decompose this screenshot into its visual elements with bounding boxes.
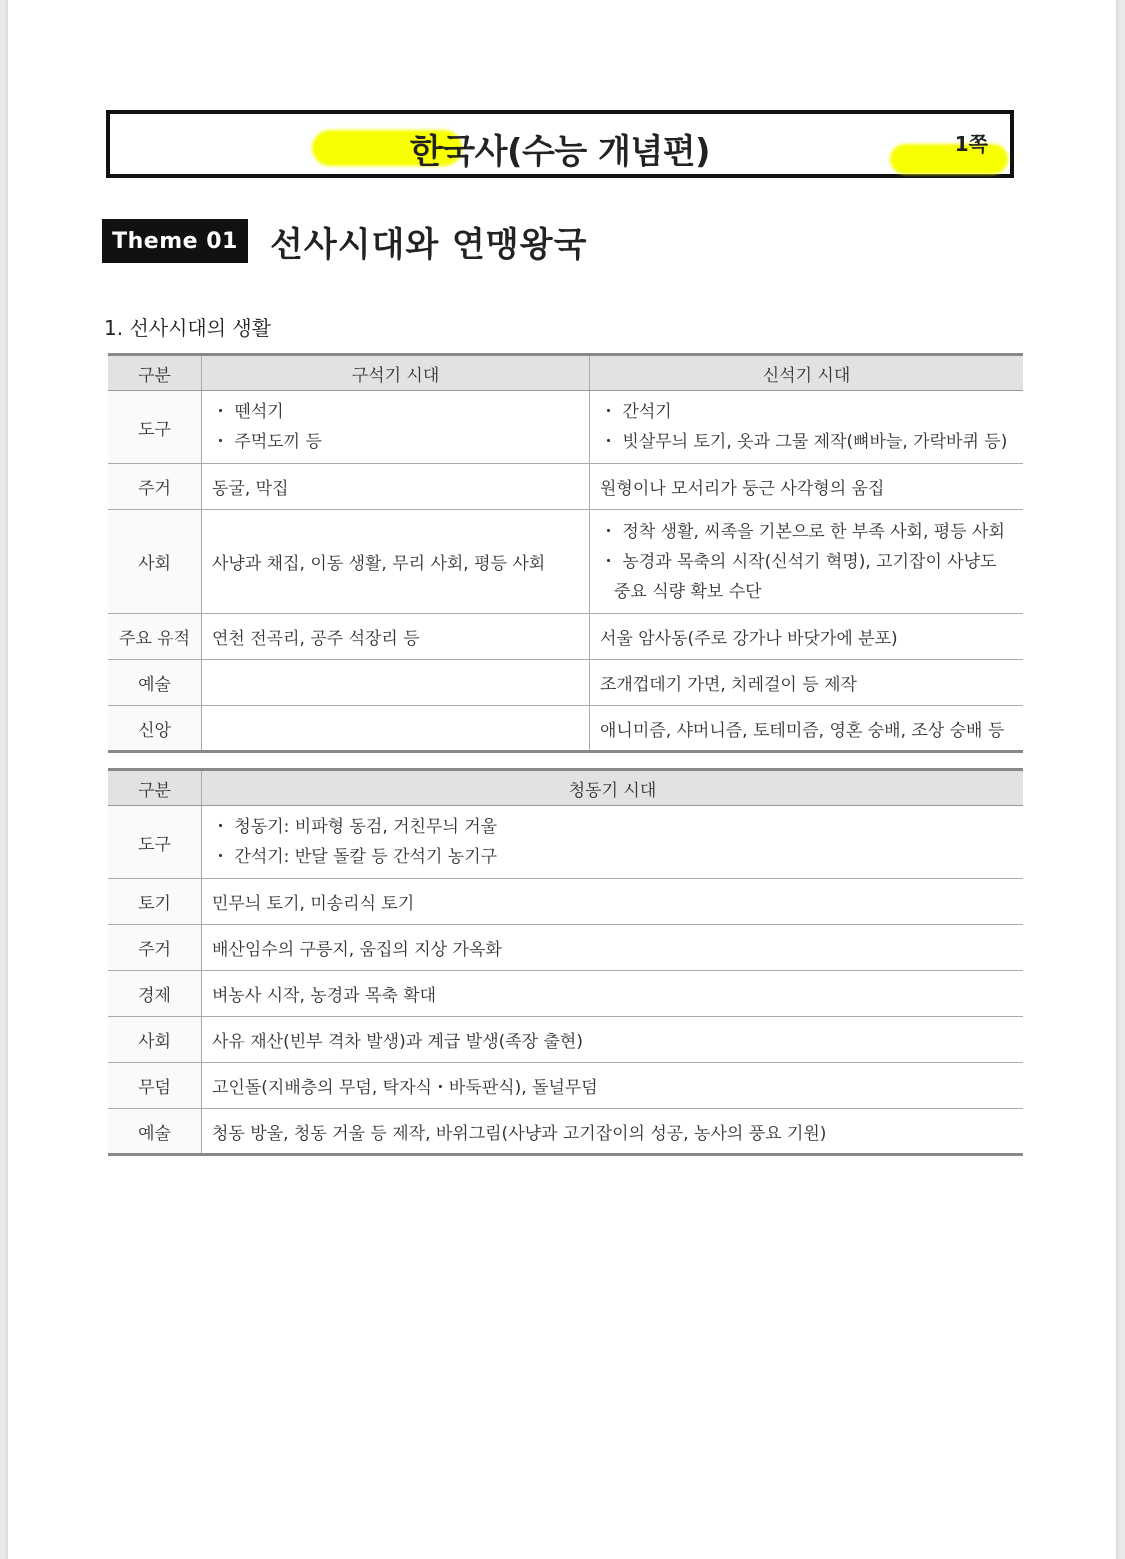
row-label: 사회 (108, 510, 202, 614)
row-label: 사회 (108, 1017, 202, 1063)
table-cell (202, 660, 590, 706)
row-label: 주거 (108, 464, 202, 510)
table-cell: 배산임수의 구릉지, 움집의 지상 가옥화 (202, 925, 1024, 971)
table-row (108, 879, 1023, 925)
table-cell: 연천 전곡리, 공주 석장리 등 (202, 614, 590, 660)
cell-line: ・ 농경과 목축의 시작(신석기 혁명), 고기잡이 사냥도 (600, 551, 997, 572)
row-label: 도구 (108, 391, 202, 464)
row-label: 주거 (108, 925, 202, 971)
table-cell (590, 391, 1024, 464)
table-row (108, 510, 1023, 614)
table-row (108, 614, 1023, 660)
row-label: 경제 (108, 971, 202, 1017)
table-row (108, 391, 1023, 464)
table-cell: 청동 방울, 청동 거울 등 제작, 바위그림(사냥과 고기잡이의 성공, 농사의 풍요 기원) (202, 1109, 1024, 1155)
table-cell: 벼농사 시작, 농경과 목축 확대 (202, 971, 1024, 1017)
column-header: 구분 (108, 355, 202, 391)
table-row (108, 1017, 1023, 1063)
table-header-row (108, 770, 1023, 806)
cell-line: ・ 간석기: 반달 돌칼 등 간석기 농기구 (212, 847, 498, 867)
table-row (108, 971, 1023, 1017)
table-row (108, 1063, 1023, 1109)
column-header: 구석기 시대 (202, 355, 590, 391)
theme-title: 선사시대와 연맹왕국 (270, 224, 588, 265)
column-header: 구분 (108, 770, 202, 806)
row-label: 예술 (108, 1109, 202, 1155)
cell-line: ・ 간석기 (600, 402, 672, 422)
table-row (108, 660, 1023, 706)
column-header: 청동기 시대 (202, 770, 1024, 806)
table-cell: 원형이나 모서리가 둥근 사각형의 움집 (590, 464, 1024, 510)
section-title: 1. 선사시대의 생활 (104, 316, 272, 340)
table-cell (202, 706, 590, 752)
page-number: 1쪽 (954, 132, 988, 156)
page-header (106, 110, 1014, 178)
cell-line: 중요 식량 확보 수단 (614, 581, 762, 602)
row-label: 토기 (108, 879, 202, 925)
bronze-age-table (108, 768, 1023, 1156)
table-row (108, 464, 1023, 510)
table-cell: 동굴, 막집 (202, 464, 590, 510)
table-row (108, 806, 1023, 879)
redaction-mark-right (890, 144, 1008, 174)
cell-line: ・ 청동기: 비파형 동검, 거친무늬 거울 (212, 817, 498, 837)
table-row (108, 706, 1023, 752)
document-page (8, 0, 1116, 1559)
table-row (108, 925, 1023, 971)
table-cell (202, 391, 590, 464)
cell-line: ・ 정착 생활, 씨족을 기본으로 한 부족 사회, 평등 사회 (600, 521, 1005, 542)
row-label: 신앙 (108, 706, 202, 752)
cell-line: ・ 주먹도끼 등 (212, 432, 322, 452)
table-header-row (108, 355, 1023, 391)
column-header: 신석기 시대 (590, 355, 1024, 391)
theme-heading (102, 217, 587, 265)
table-cell (590, 510, 1024, 614)
cell-line: ・ 빗살무늬 토기, 옷과 그물 제작(뼈바늘, 가락바퀴 등) (600, 432, 1008, 452)
table-cell: 고인돌(지배층의 무덤, 탁자식・바둑판식), 돌널무덤 (202, 1063, 1024, 1109)
cell-line: ・ 뗀석기 (212, 402, 284, 422)
row-label: 예술 (108, 660, 202, 706)
row-label: 주요 유적 (108, 614, 202, 660)
document-title: 한국사(수능 개념편) (409, 132, 711, 172)
table-cell: 사냥과 채집, 이동 생활, 무리 사회, 평등 사회 (202, 510, 590, 614)
row-label: 무덤 (108, 1063, 202, 1109)
table-cell: 조개껍데기 가면, 치레걸이 등 제작 (590, 660, 1024, 706)
table-cell: 사유 재산(빈부 격차 발생)과 계급 발생(족장 출현) (202, 1017, 1024, 1063)
table-cell (202, 806, 1024, 879)
table-cell: 애니미즘, 샤머니즘, 토테미즘, 영혼 숭배, 조상 숭배 등 (590, 706, 1024, 752)
table-cell: 서울 암사동(주로 강가나 바닷가에 분포) (590, 614, 1024, 660)
table-cell: 민무늬 토기, 미송리식 토기 (202, 879, 1024, 925)
theme-badge: Theme 01 (102, 219, 248, 263)
prehistoric-table (108, 353, 1023, 753)
table-row (108, 1109, 1023, 1155)
row-label: 도구 (108, 806, 202, 879)
